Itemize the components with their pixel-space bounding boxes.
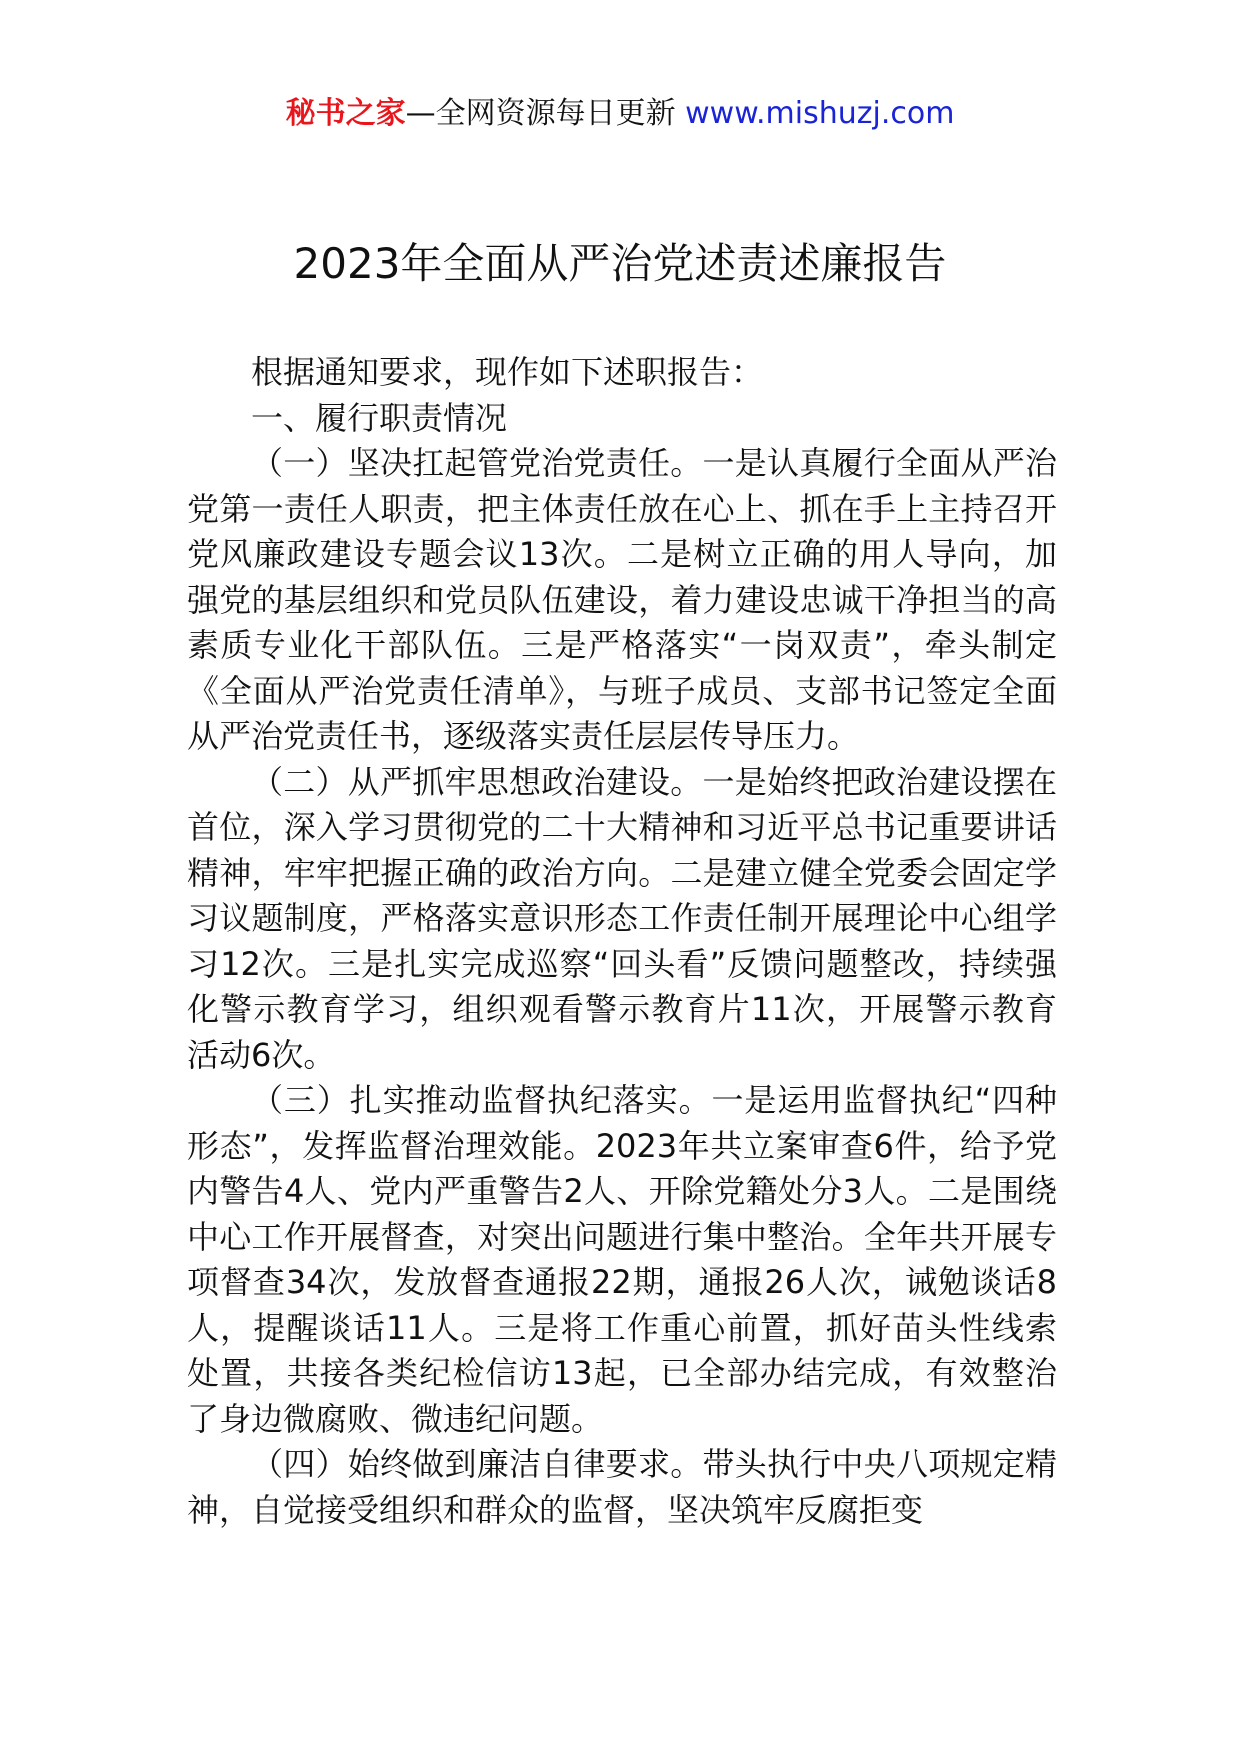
intro-paragraph: 根据通知要求，现作如下述职报告： <box>251 353 764 391</box>
section-heading: 一、履行职责情况 <box>251 398 508 437</box>
paragraph-political-building: （二）从严抓牢思想政治建设。一是始终把政治建设摆在首位，深入学习贯彻党的二十大精神和习近平总书记重要讲话精神，牢牢把握正确的政治方向。二是建立健全党委会固定学习议题制度，严格落实意识形态工作责任制开展理论中心组学习12次。三是扎实完成巡察“回头看”反馈问题整改，持续强化警示教育学习，组织观看警示教育片11次，开展警示教育活动6次。 <box>187 762 1057 1074</box>
site-url: www.mishuzj.com <box>685 96 955 131</box>
paragraph-responsibility: （一）坚决扛起管党治党责任。一是认真履行全面从严治党第一责任人职责，把主体责任放在心上、抓在手上主持召开党风廉政建设专题会议13次。二是树立正确的用人导向，加强党的基层组织和党员队伍建设，着力建设忠诚干净担当的高素质专业化干部队伍。三是严格落实“一岗双责”，牵头制定《全面从严治党责任清单》，与班子成员、支部书记签定全面从严治党责任书，逐级落实责任层层传导压力。 <box>187 444 1057 755</box>
brand-name: 秘书之家 <box>285 96 406 131</box>
document-title: 2023年全面从严治党述责述廉报告 <box>293 239 947 288</box>
paragraph-supervision: （三）扎实推动监督执纪落实。一是运用监督执纪“四种形态”，发挥监督治理效能。2023年共立案审查6件，给予党内警告4人、党内严重警告2人、开除党籍处分3人。二是围绕中心工作开展督查，对突出问题进行集中整治。全年共开展专项督查34次，发放督查通报22期，通报26人次，诫勉谈话8人，提醒谈话11人。三是将工作重心前置，抓好苗头性线索处置，共接各类纪检信访13起，已全部办结完成，有效整治了身边微腐败、微违纪问题。 <box>187 1081 1057 1438</box>
site-watermark-header <box>0 94 1240 134</box>
document-body <box>187 350 1057 1533</box>
paragraph-self-discipline: （四）始终做到廉洁自律要求。带头执行中央八项规定精神，自觉接受组织和群众的监督，坚决筑牢反腐拒变 <box>187 1445 1057 1529</box>
header-tagline: —全网资源每日更新 <box>405 96 676 131</box>
